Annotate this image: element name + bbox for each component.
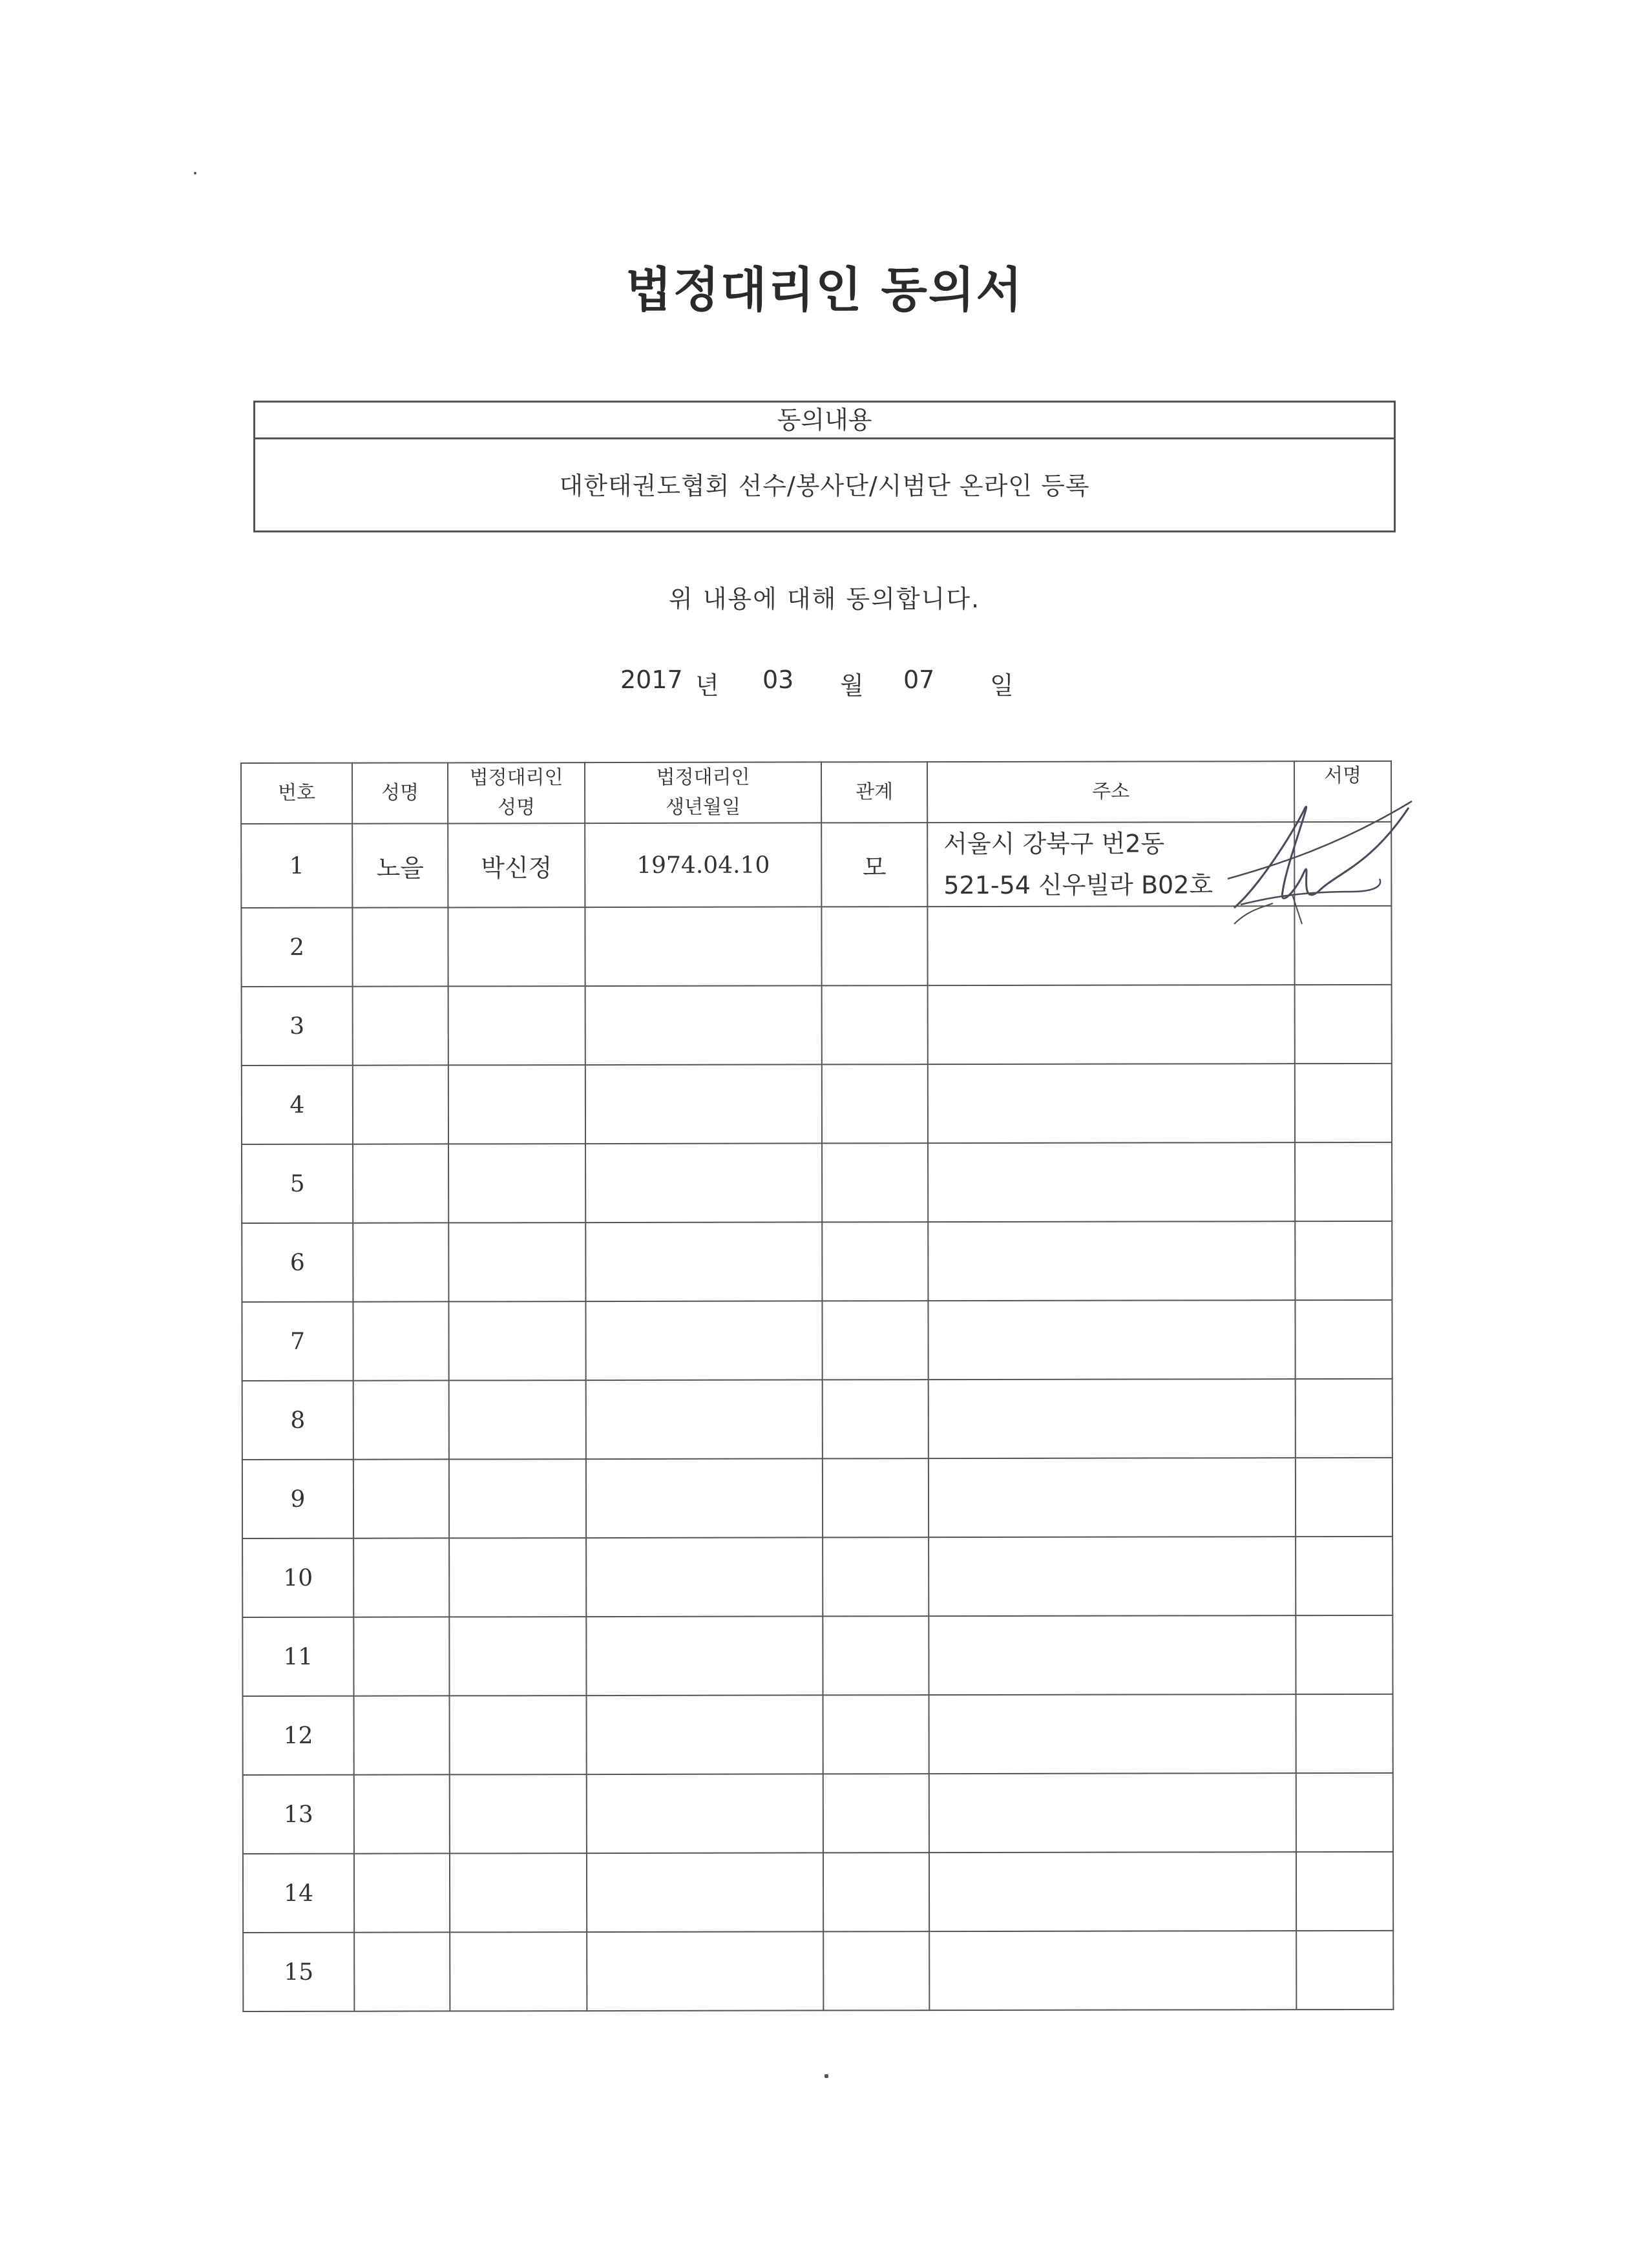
row-number-cell: 14 bbox=[243, 1854, 354, 1933]
row-relation-cell bbox=[822, 1301, 928, 1380]
date-month-unit: 월 bbox=[840, 671, 864, 700]
row-guardian-birth-cell bbox=[585, 1301, 822, 1380]
row-address-line2 bbox=[945, 1970, 1296, 1971]
row-signature-cell bbox=[1294, 906, 1391, 985]
row-guardian-name-cell bbox=[448, 1301, 585, 1380]
row-number-cell: 15 bbox=[243, 1933, 354, 2011]
row-guardian-birth-cell bbox=[586, 1537, 823, 1617]
table-row bbox=[243, 1852, 1393, 1933]
row-address-line1: 서울시 강북구 번2동 bbox=[943, 829, 1165, 859]
row-number-cell: 7 bbox=[242, 1302, 353, 1381]
row-guardian-birth-cell bbox=[587, 1853, 823, 1932]
table-row bbox=[242, 1537, 1392, 1617]
table-header-row bbox=[241, 761, 1391, 824]
row-address-line1 bbox=[945, 1339, 1295, 1340]
row-address-line2 bbox=[945, 1576, 1295, 1577]
row-address-line1 bbox=[943, 945, 1294, 946]
row-guardian-birth-cell bbox=[586, 1616, 823, 1696]
table-body bbox=[241, 822, 1393, 2011]
row-guardian-name-cell bbox=[448, 986, 585, 1065]
consent-header: 동의내용 bbox=[255, 403, 1394, 439]
row-name-cell bbox=[354, 1696, 450, 1774]
row-address-cell bbox=[929, 1379, 1296, 1458]
row-address-line1 bbox=[945, 1418, 1295, 1419]
header-guardian-birth bbox=[585, 762, 821, 823]
row-guardian-name-cell bbox=[450, 1853, 587, 1932]
row-address-line1 bbox=[945, 1812, 1296, 1813]
row-address-cell bbox=[929, 1694, 1296, 1774]
row-name-cell bbox=[353, 1459, 449, 1538]
row-number-cell: 13 bbox=[243, 1775, 354, 1854]
row-guardian-birth-cell bbox=[586, 1458, 823, 1538]
table-row bbox=[243, 1931, 1393, 2011]
row-signature-cell bbox=[1296, 1458, 1392, 1537]
row-name-cell bbox=[354, 1853, 450, 1932]
table-row bbox=[243, 1773, 1393, 1854]
row-number-cell: 9 bbox=[242, 1460, 353, 1538]
row-name-cell bbox=[353, 1380, 449, 1459]
row-signature-cell bbox=[1296, 1773, 1393, 1852]
row-signature-cell bbox=[1296, 1379, 1392, 1458]
row-signature-cell bbox=[1296, 1931, 1393, 2010]
row-name-cell bbox=[353, 1617, 449, 1696]
date-year-unit: 년 bbox=[695, 671, 719, 700]
row-address-cell bbox=[929, 1615, 1296, 1695]
date-day-unit: 일 bbox=[990, 671, 1014, 700]
table-row bbox=[241, 906, 1391, 987]
row-address-line2 bbox=[945, 1891, 1296, 1892]
row-relation-cell bbox=[823, 1458, 929, 1537]
row-signature-cell bbox=[1295, 1064, 1392, 1142]
row-address-line2 bbox=[944, 1024, 1294, 1025]
row-signature-cell bbox=[1295, 1300, 1392, 1379]
row-guardian-name-cell bbox=[449, 1538, 586, 1617]
row-signature-cell bbox=[1294, 822, 1391, 906]
row-relation-cell bbox=[823, 1616, 929, 1695]
row-guardian-birth-cell bbox=[585, 1143, 822, 1223]
table-row bbox=[242, 1300, 1392, 1381]
row-address-line2 bbox=[945, 1339, 1295, 1340]
row-name-cell bbox=[354, 1932, 450, 2011]
header-address: 주소 bbox=[927, 761, 1294, 823]
row-address-cell bbox=[929, 1931, 1296, 2010]
row-relation-cell bbox=[823, 1853, 929, 1931]
consent-content: 대한태권도협회 선수/봉사단/시범단 온라인 등록 bbox=[559, 472, 1090, 500]
row-number-cell: 12 bbox=[243, 1696, 354, 1775]
table-row bbox=[242, 1379, 1392, 1460]
row-signature-cell bbox=[1296, 1852, 1393, 1931]
row-relation-cell bbox=[823, 1537, 929, 1616]
row-signature-cell bbox=[1296, 1615, 1392, 1694]
row-guardian-birth-cell bbox=[585, 1064, 822, 1144]
row-number-cell: 11 bbox=[242, 1617, 353, 1696]
row-address-cell bbox=[927, 822, 1294, 907]
row-guardian-name-cell bbox=[448, 1223, 585, 1301]
row-guardian-birth-cell bbox=[587, 1695, 823, 1774]
row-guardian-birth-cell bbox=[585, 1222, 822, 1301]
row-number-cell: 3 bbox=[242, 987, 353, 1066]
consent-box bbox=[253, 401, 1396, 532]
row-name-cell bbox=[353, 1538, 449, 1617]
row-relation-cell bbox=[823, 1380, 929, 1458]
table-row bbox=[243, 1694, 1393, 1775]
header-guardian-name bbox=[448, 762, 585, 823]
header-guardian-birth-line2: 생년월일 bbox=[666, 795, 741, 819]
table-row bbox=[242, 1615, 1392, 1696]
row-guardian-name-cell bbox=[450, 1774, 587, 1853]
row-address-line2 bbox=[945, 1812, 1296, 1813]
row-guardian-name-cell bbox=[449, 1617, 586, 1696]
row-relation-cell bbox=[822, 1064, 928, 1143]
registration-table bbox=[240, 761, 1394, 2012]
row-guardian-birth-cell bbox=[585, 985, 822, 1065]
row-name-cell bbox=[353, 1223, 448, 1301]
row-address-cell bbox=[928, 1221, 1295, 1301]
row-name-cell: 노을 bbox=[352, 823, 448, 907]
row-relation-cell bbox=[821, 907, 927, 985]
row-guardian-birth-cell bbox=[587, 1931, 823, 2011]
row-address-cell bbox=[928, 1142, 1295, 1222]
date-year: 2017 bbox=[620, 666, 683, 694]
row-relation-cell: 모 bbox=[821, 823, 927, 907]
row-address-line1 bbox=[945, 1576, 1295, 1577]
row-address-line1 bbox=[945, 1970, 1296, 1971]
date-day: 07 bbox=[903, 666, 935, 694]
row-name-cell bbox=[353, 1065, 448, 1144]
row-signature-cell bbox=[1296, 1694, 1393, 1773]
header-name: 성명 bbox=[352, 762, 448, 823]
row-address-line1 bbox=[944, 1024, 1294, 1025]
header-guardian-name-line2: 성명 bbox=[498, 796, 536, 819]
row-guardian-name-cell bbox=[450, 1932, 587, 2011]
row-number-cell: 4 bbox=[242, 1066, 353, 1144]
date-line bbox=[0, 666, 1649, 698]
row-address-cell bbox=[929, 1773, 1296, 1853]
row-address-cell bbox=[928, 985, 1295, 1064]
row-address-cell bbox=[929, 1852, 1296, 1931]
row-guardian-birth-cell bbox=[585, 907, 821, 986]
row-guardian-name-cell bbox=[449, 1380, 586, 1459]
row-signature-cell bbox=[1295, 1221, 1392, 1300]
row-address-line1 bbox=[945, 1497, 1295, 1498]
row-address-line2 bbox=[945, 1497, 1295, 1498]
header-signature: 서명 bbox=[1294, 761, 1391, 822]
row-relation-cell bbox=[822, 985, 928, 1064]
row-address-cell bbox=[928, 1064, 1295, 1143]
scan-speck bbox=[824, 2074, 828, 2078]
row-guardian-birth-cell: 1974.04.10 bbox=[585, 823, 821, 907]
date-month: 03 bbox=[762, 666, 794, 694]
row-guardian-name-cell bbox=[448, 1065, 585, 1144]
row-address-line1 bbox=[944, 1103, 1294, 1104]
header-guardian-birth-line1: 법정대리인 bbox=[656, 766, 750, 789]
row-relation-cell bbox=[823, 1695, 929, 1774]
row-number-cell: 10 bbox=[242, 1538, 353, 1617]
row-address-line2 bbox=[945, 1418, 1295, 1419]
scan-speck bbox=[194, 172, 196, 174]
row-number-cell: 6 bbox=[242, 1223, 353, 1302]
row-number-cell: 5 bbox=[242, 1144, 353, 1223]
document-title: 법정대리인 동의서 bbox=[625, 262, 1024, 318]
agree-statement: 위 내용에 대해 동의합니다. bbox=[668, 585, 981, 613]
row-relation-cell bbox=[823, 1774, 929, 1853]
row-guardian-name-cell bbox=[448, 1144, 585, 1223]
row-guardian-birth-cell bbox=[587, 1774, 823, 1853]
table-row bbox=[242, 985, 1392, 1066]
row-number-cell: 1 bbox=[241, 824, 352, 908]
row-relation-cell bbox=[823, 1931, 929, 2010]
row-address-cell bbox=[929, 1537, 1296, 1616]
row-name-cell bbox=[352, 907, 448, 986]
row-signature-cell bbox=[1296, 1537, 1392, 1615]
table-row bbox=[242, 1458, 1392, 1538]
row-relation-cell bbox=[822, 1222, 928, 1301]
row-address-line1 bbox=[945, 1891, 1296, 1892]
row-relation-cell bbox=[822, 1143, 928, 1222]
row-address-line2 bbox=[944, 1103, 1294, 1104]
row-address-cell bbox=[929, 1458, 1296, 1537]
header-no: 번호 bbox=[241, 763, 352, 824]
row-number-cell: 2 bbox=[241, 908, 352, 987]
row-name-cell bbox=[353, 986, 448, 1065]
table-row bbox=[241, 822, 1391, 908]
row-name-cell bbox=[353, 1144, 448, 1223]
row-guardian-name-cell bbox=[450, 1696, 587, 1774]
header-relation: 관계 bbox=[821, 762, 927, 823]
row-number-cell: 8 bbox=[242, 1381, 353, 1460]
row-guardian-name-cell bbox=[448, 907, 585, 986]
row-guardian-birth-cell bbox=[586, 1380, 823, 1459]
row-guardian-name-cell bbox=[449, 1459, 586, 1538]
header-guardian-name-line1: 법정대리인 bbox=[469, 766, 563, 790]
table-row bbox=[242, 1221, 1392, 1302]
row-name-cell bbox=[353, 1301, 448, 1380]
row-guardian-name-cell: 박신정 bbox=[448, 823, 585, 907]
row-signature-cell bbox=[1295, 1142, 1392, 1221]
row-address-line2 bbox=[943, 945, 1294, 946]
table-row bbox=[242, 1142, 1392, 1223]
row-address-cell bbox=[928, 1300, 1295, 1380]
table-row bbox=[242, 1064, 1392, 1144]
row-address-cell bbox=[927, 906, 1294, 985]
row-name-cell bbox=[354, 1774, 450, 1853]
row-signature-cell bbox=[1295, 985, 1392, 1064]
row-address-line2: 521-54 신우빌라 B02호 bbox=[943, 870, 1213, 900]
